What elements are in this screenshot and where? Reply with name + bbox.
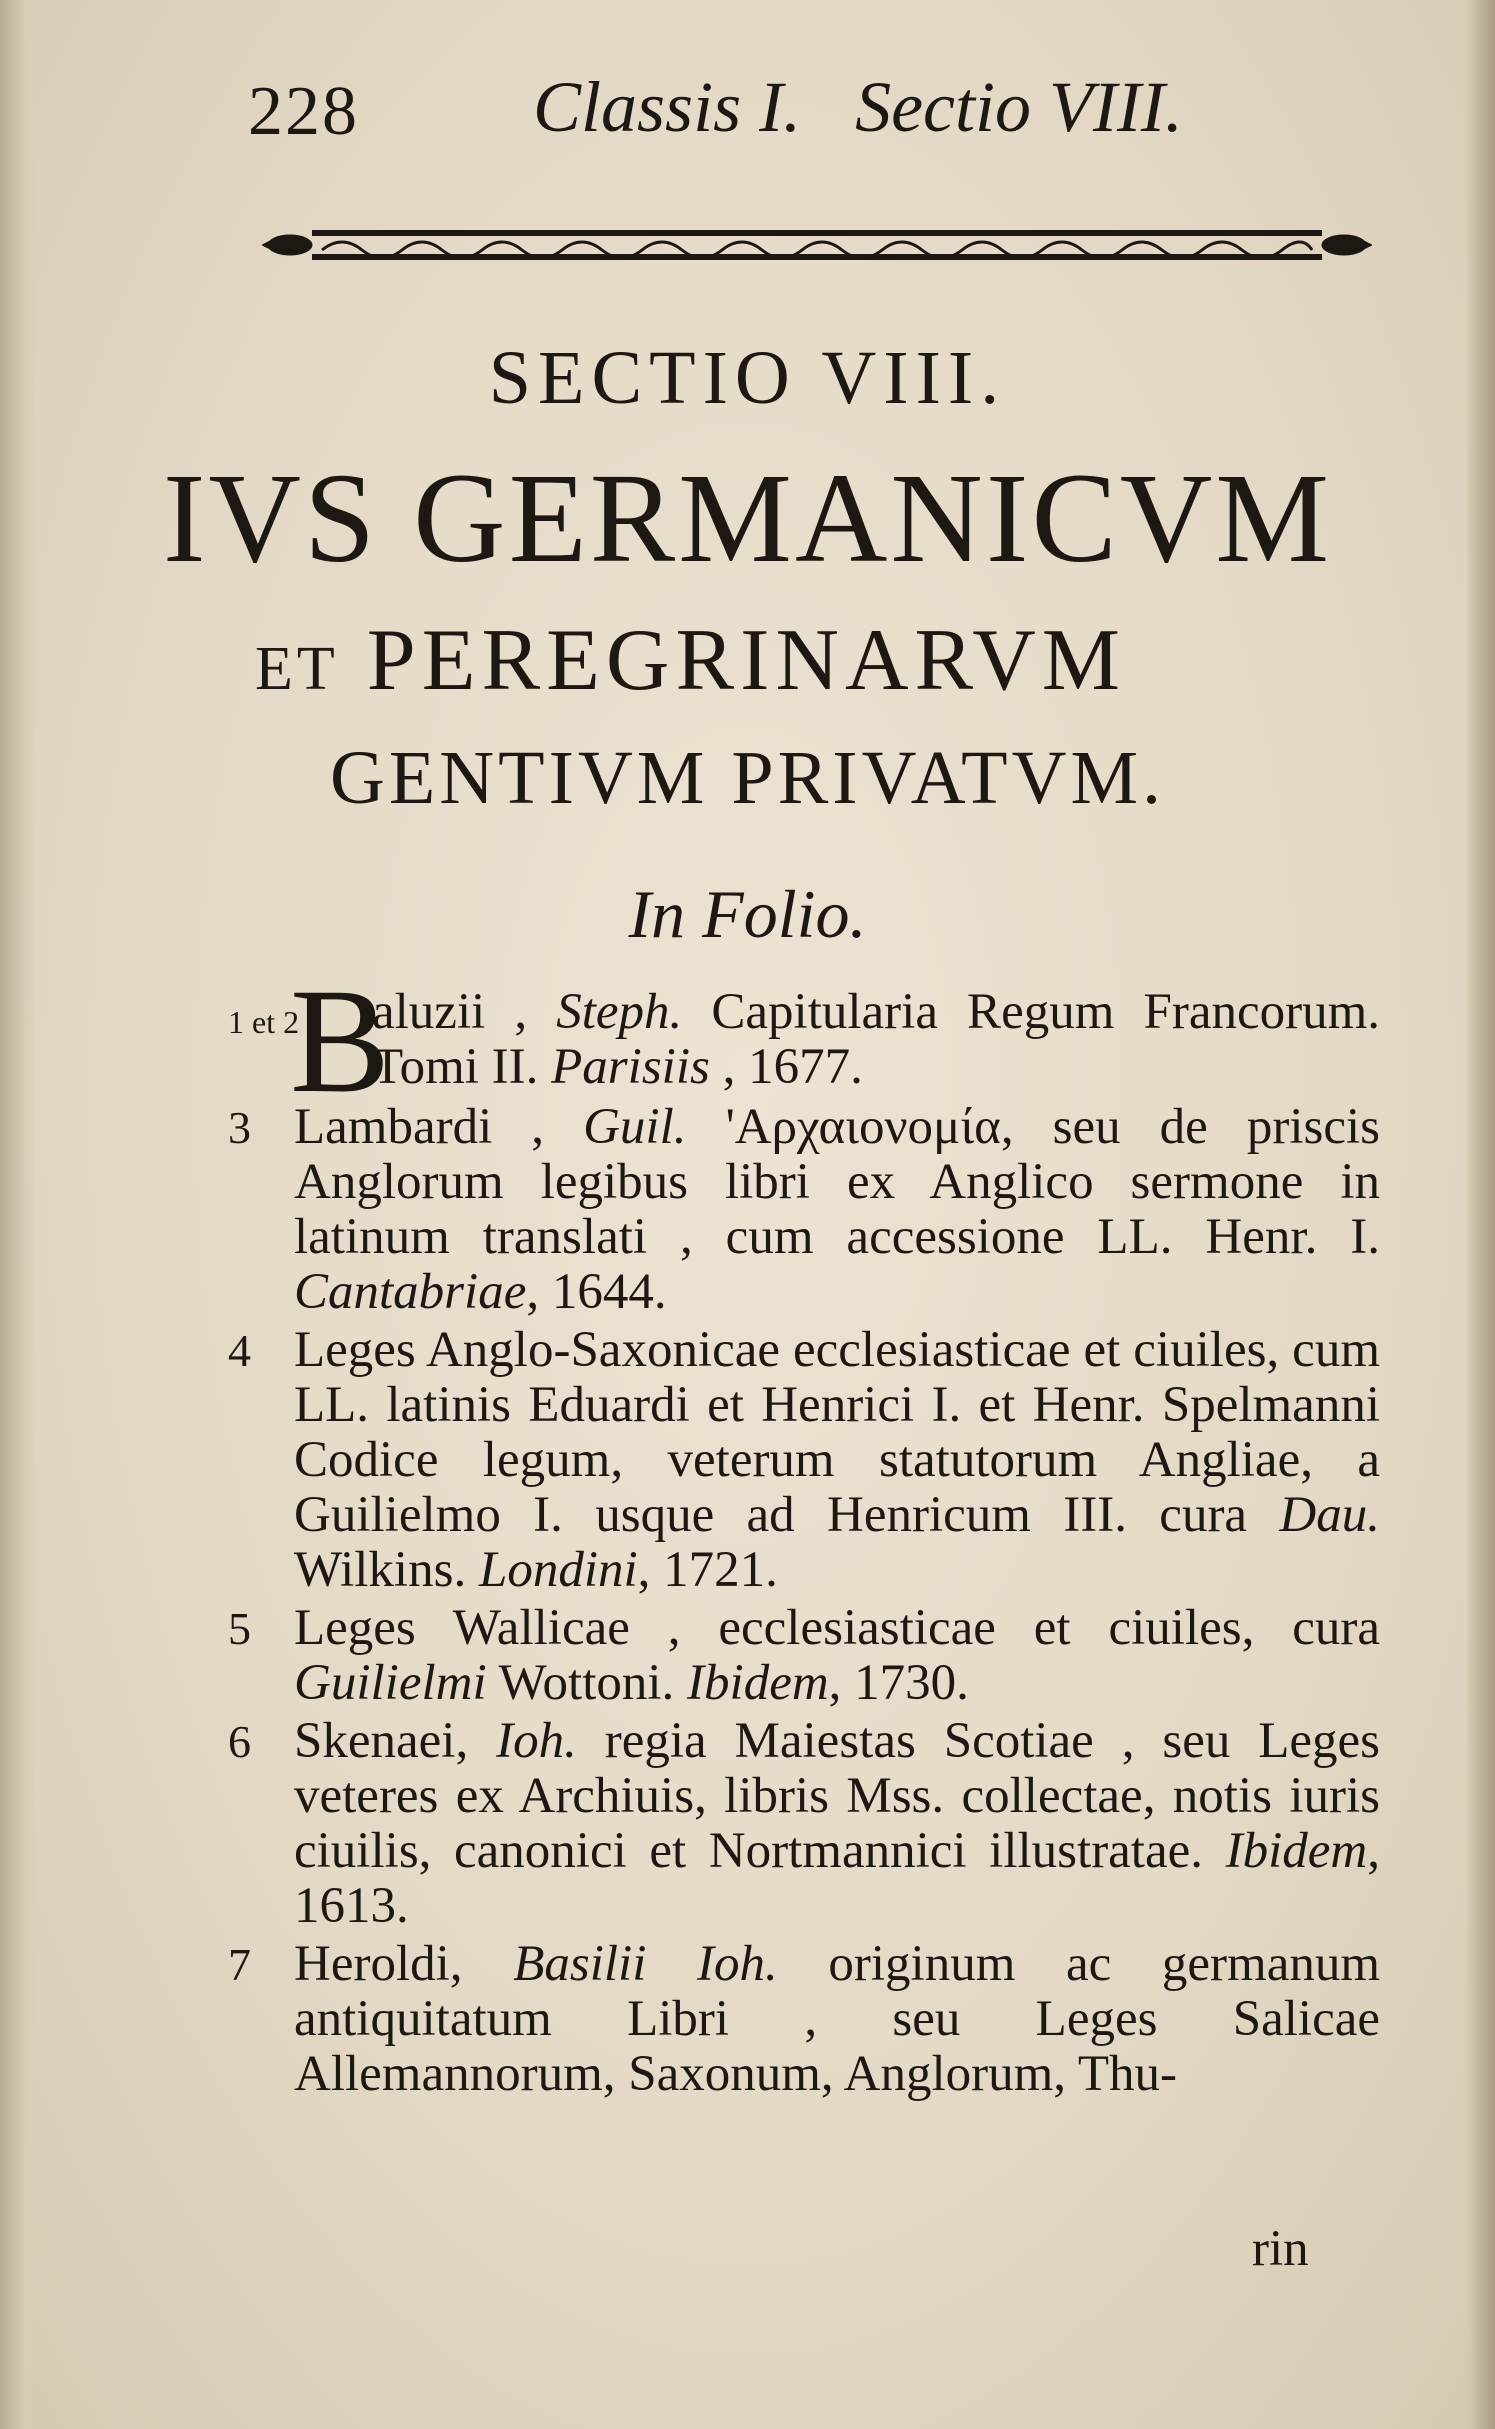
entry-text-part: Leges Anglo-Saxonicae ecclesiasticae et ciuiles, cum LL. latinis Eduardi et Henrici I. et Henr. Spelmanni Codice legum, veterum statutorum Angliae, a Guilielmo I. usque ad Henricum III. cura	[294, 1322, 1380, 1543]
title-line-2-prefix: ET	[255, 635, 339, 703]
decorative-rule-ornament	[262, 220, 1372, 270]
place-of-publication: Ibidem	[1225, 1823, 1368, 1879]
entry-text-part: Wilkins.	[294, 1542, 479, 1598]
bibliography-list	[228, 958, 1380, 2105]
author-forename: Ioh.	[496, 1713, 577, 1769]
section-heading: SECTIO VIII.	[488, 336, 1007, 420]
running-title: Classis I. Sectio VIII.	[533, 67, 1183, 147]
entry-text	[290, 958, 1380, 1124]
entry-text-part: , 1730.	[828, 1655, 969, 1711]
title-line-3: GENTIVM PRIVATVM.	[329, 736, 1166, 820]
entry-text-part: 'Αρχαιονομία, seu de priscis Anglorum legibus libri ex Anglico sermone in latinum translati , cum accessione LL. Henr. I.	[294, 1099, 1380, 1265]
catchword: rin	[1252, 2221, 1309, 2277]
place-of-publication: Cantabriae	[294, 1264, 527, 1320]
author-forename: Basilii Ioh.	[513, 1936, 778, 1992]
place-of-publication: Londini	[478, 1542, 638, 1598]
format-heading: In Folio.	[628, 876, 867, 952]
author-forename: Steph.	[556, 984, 683, 1040]
entry-text-part: aluzii ,	[372, 984, 557, 1040]
bibliography-entry	[228, 1323, 1380, 1598]
entry-text-part: Capitularia Regum Francorum. Tomi II.	[372, 984, 1380, 1095]
bibliography-entry	[228, 1601, 1380, 1711]
place-of-publication: Parisiis	[551, 1039, 710, 1095]
bibliography-entry	[228, 958, 1380, 1124]
editor-forename: Guilielmi	[294, 1655, 487, 1711]
entry-text-part: originum ac germanum antiquitatum Libri , seu Leges Salicae Allemannorum, Saxonum, Anglorum, Thu-	[294, 1936, 1380, 2102]
title-line-1: IVS GERMANICVM	[162, 447, 1333, 589]
entry-number: 7	[228, 1939, 251, 1990]
running-header	[238, 58, 1238, 158]
page-number: 228	[248, 73, 359, 150]
entry-text	[294, 1937, 1380, 2102]
drop-capital: B	[290, 958, 391, 1124]
entry-text-part: , 1613.	[294, 1823, 1380, 1934]
entry-text-part: , 1677.	[709, 1039, 863, 1095]
entry-text	[294, 1100, 1380, 1320]
bibliography-entry	[228, 1937, 1380, 2102]
entry-text-part: regia Maiestas Scotiae , seu Leges veteres ex Archiuis, libris Mss. collectae, notis iuris ciuilis, canonici et Nortmannici illustratae.	[294, 1713, 1380, 1879]
entry-text-part: Wottoni.	[486, 1655, 688, 1711]
entry-text	[294, 1714, 1380, 1934]
entry-text	[294, 1601, 1380, 1711]
title-line-2	[255, 610, 1355, 711]
bibliography-entry	[228, 1100, 1380, 1320]
entry-number: 3	[228, 1102, 251, 1153]
title-line-2-main: PEREGRINARVM	[366, 612, 1126, 709]
entry-number: 4	[228, 1325, 251, 1376]
author-forename: Guil.	[583, 1099, 687, 1155]
entry-number: 1 et 2	[228, 1004, 300, 1040]
entry-number: 5	[228, 1603, 251, 1654]
editor-forename: Dau.	[1279, 1487, 1380, 1543]
entry-text-part: Heroldi,	[294, 1936, 514, 1992]
entry-number: 6	[228, 1716, 251, 1767]
entry-text-part: Leges Wallicae , ecclesiasticae et ciuiles, cura	[294, 1600, 1380, 1656]
entry-text	[294, 1323, 1380, 1598]
place-of-publication: Ibidem	[687, 1655, 829, 1711]
bibliography-entry	[228, 1714, 1380, 1934]
entry-text-part: , 1644.	[526, 1264, 667, 1320]
entry-text-part: Lambardi ,	[294, 1099, 584, 1155]
entry-text-part: Skenaei,	[294, 1713, 497, 1769]
entry-text-part: , 1721.	[637, 1542, 778, 1598]
